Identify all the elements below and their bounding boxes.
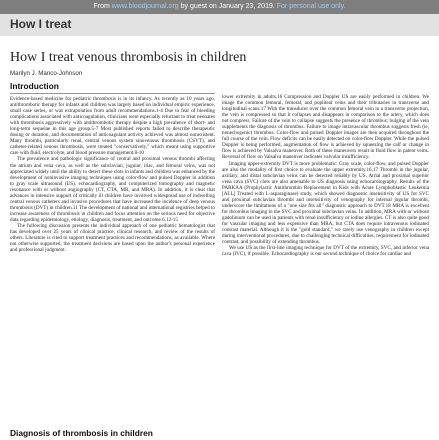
paragraph: Evidence-based medicine for pediatric thrombosis is in its infancy. As recently as 10 years ago, antithrombotic therapy for infants and children was largely based on individual empiric experience, small case series, or was extrapolation from adult recommendations.1-4 Due to fear of bleeding complications associated with anticoagulation, clinicians were especially reluctant to treat neonates with thrombosis aggressively with antithrombotic therapy despite a high prevalence of short- and long-term sequelae in this age group.5-7 Most published reports failed to describe therapeutic dosing or duration, and documentation of anticoagulant activity achieved was almost nonexistent. Many thrombi, particularly renal, central venous system sinovenous thrombosis (CSVT), and catheter-related venous thrombosis, were treated "conservatively," which meant using supportive care with fluid, electrolyte, and blood pressure management.8-10 — [10, 96, 215, 157]
paragraph: The prevalence and pathologic significance of central and proximal venous thrombi affecting the atrium and vena cava, as well as the subclavian, jugular, iliac, and femoral veins, was not appreciated widely until the ability to detect these clots in infants and children was enhanced by the development of noninvasive imaging techniques using color-flow and pulsed Doppler in addition to gray scale ultrasound (US), echocardiography, and computerized tomography and magnetic resonance with or without angiography (CT, CTA, MR, and MRA). In addition, it is clear that advances in intensive support of critically ill children have involved widespread use of indwelling central venous catheters and invasive procedures that have increased the incidence of deep venous thrombosis (DVT) in children.11 The development of national and international registries helped to increase awareness of thrombosis in children and focus attention on the serious need for objective data regarding epidemiology, etiology, diagnosis, treatment, and outcome.6,12-15 — [10, 156, 215, 223]
paragraph: Imaging upper-extremity DVT is more problematic: Gray scale, color-flow, and pulsed Doppler are also the modality of first choice to evaluate the upper extremity.16,17 Thrombi in the jugular, axillary, and distal subclavian veins can be detected reliably by US. Atrial and proximal superior vena cava (SVC) clots are also amenable to US diagnosis using echocardiography. Results of the PARKAA (Prophylactic Antithrombin Replacement in Kids with Acute Lymphoblastic Leukemia [ALL] Treated with L-asparaginase) study, which showed diagnostic insensitivity of US for SVC and proximal subclavian thrombi and insensitivity of venography for internal jugular thrombi, underscore the limitations of a "one size fits all" diagnostic approach to DVT.18 MRA is excellent for thrombus imaging in the SVC and proximal subclavian veins. In addition, MRA with or without gadolinium can be used in patients with renal insufficiency or iodine allergies. CT is also quite good for vascular imaging and less expensive than MRA, but CTA does require intravenous iodinated contrast material. Although it is the "gold standard," we rarely use venography in children except during interventional procedures, due to challenging technical difficulties, requirement for iodinated contrast, and possibility of extending thrombus. — [222, 160, 429, 246]
paragraph: lower extremity in adults.16 Compression and Doppler US are easily performed in children. We image the common femoral, femoral, and popliteal veins and their tributaries in transverse and longitudinal scans.17 With the transducer over the common femoral vein in a transverse projection, the vein is compressed so that it collapses and disappears in comparison to the artery, which does not compress. Failure of the vein to collapse suggests the presence of thrombus; bulging of the vein supplements the diagnosis of thrombus. Failure to image intravascular thrombus suggests fresh (ie, nonechogenic) thrombus. Color-flow and pulsed Doppler images are then acquired throughout the full course of the vein. Flow deficits can be easily detected on color-flow Doppler. While the pulsed Doppler is being performed, augmentation of flow is achieved by squeezing the calf or change in flow is achieved by Valsalva maneuver. Both of these maneuvers result in fluid flow in patent veins. Reversal of flow on Valsalva maneuver indicates valvular insufficiency. — [222, 94, 429, 161]
access-banner — [0, 0, 439, 14]
introduction-heading: Introduction — [10, 81, 215, 94]
article-author: Marilyn J. Manco-Johnson — [10, 70, 83, 77]
article-title: How I treat venous thrombosis in children — [10, 50, 247, 65]
personal-use-notice: For personal use only. — [276, 3, 346, 10]
paragraph: The following discussion presents the individual approach of one pediatric hematologist that has developed over 25 years of clinical practice, clinical research, and review of the results of others. Literature is cited to support treatment practices and recommendations, as available. Where not otherwise supported, the treatment decisions are based upon the author's personal experience and professional judgment. — [10, 222, 215, 254]
banner-prefix: From — [93, 3, 112, 10]
section-header — [0, 14, 439, 36]
banner-date: by guest on January 23, 2019. — [178, 3, 277, 10]
journal-link[interactable]: www.bloodjournal.org — [111, 3, 179, 10]
right-text-column — [222, 94, 429, 440]
paragraph: We use US as the first-line imaging technique for DVT of the extremity, SVC, and inferior vena cava (IVC), if possible. Echocardiography is our second technique of choice for cardiac and — [222, 245, 429, 258]
left-text-column — [10, 96, 215, 404]
section-label: How I treat — [10, 17, 72, 31]
diagnosis-heading: Diagnosis of thrombosis in children — [10, 428, 153, 438]
